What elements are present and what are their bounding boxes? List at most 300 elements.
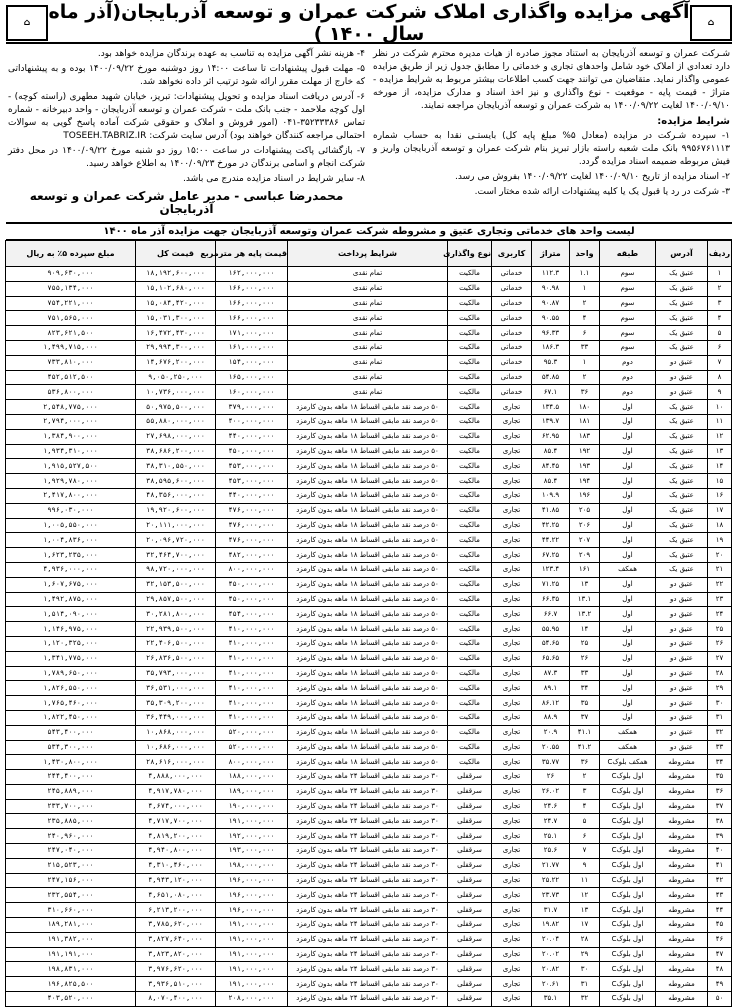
- cell-base-price-per-m2: ۱۹۶,۰۰۰,۰۰۰: [216, 888, 288, 903]
- cell-row-number: ۲۴: [708, 607, 732, 622]
- cell-usage: تجاری: [492, 710, 532, 725]
- cell-usage: تجاری: [492, 607, 532, 622]
- cell-transfer-type: مالکیت: [448, 577, 492, 592]
- cell-deposit: ۱,۵۱۴,۰۹۰,۰۰۰: [6, 607, 136, 622]
- cell-area: ۲۵.۱: [532, 829, 570, 844]
- cell-unit: ۲۰۹: [570, 548, 600, 563]
- table-row: [6, 947, 732, 962]
- table-row: [6, 385, 732, 400]
- cell-floor: اول بلوکC: [600, 799, 656, 814]
- cell-payment-terms: ۵۰ درصد نقد مابقی اقساط ۱۸ ماهه بدون کارمزد: [288, 666, 448, 681]
- cell-total-price: ۲۹,۹۹۴,۳۰۰,۰۰۰: [136, 340, 216, 355]
- cell-payment-terms: تمام نقدی: [288, 385, 448, 400]
- cell-row-number: ۲۶: [708, 636, 732, 651]
- table-row: [6, 592, 732, 607]
- cell-unit: ۳۶: [570, 755, 600, 770]
- cell-address: مشروطه: [656, 770, 708, 785]
- cell-base-price-per-m2: ۱۸۹,۰۰۰,۰۰۰: [216, 784, 288, 799]
- cell-area: ۷۱.۲۵: [532, 577, 570, 592]
- cell-usage: تجاری: [492, 770, 532, 785]
- cell-payment-terms: ۳۰ درصد نقد مابقی اقساط ۲۴ ماهه بدون کارمزد: [288, 947, 448, 962]
- header-transfer-type: نوع واگذاری: [448, 241, 492, 267]
- header-address: آدرس: [656, 241, 708, 267]
- cell-row-number: ۱۶: [708, 488, 732, 503]
- cell-usage: تجاری: [492, 518, 532, 533]
- cell-row-number: ۵۰: [708, 992, 732, 1007]
- cell-base-price-per-m2: ۵۲۰,۰۰۰,۰۰۰: [216, 740, 288, 755]
- cell-area: ۶۶.۳۵: [532, 592, 570, 607]
- cell-row-number: ۱۹: [708, 533, 732, 548]
- table-row: [6, 770, 732, 785]
- cell-unit: ۵: [570, 814, 600, 829]
- cell-floor: اول: [600, 681, 656, 696]
- cell-row-number: ۱۱: [708, 414, 732, 429]
- intro-section: [6, 44, 732, 224]
- cell-payment-terms: ۵۰ درصد نقد مابقی اقساط ۱۸ ماهه بدون کارمزد: [288, 548, 448, 563]
- cell-usage: تجاری: [492, 992, 532, 1007]
- cell-total-price: ۱۰,۸۶۸,۰۰۰,۰۰۰: [136, 725, 216, 740]
- cell-deposit: ۲۳۵,۸۸۵,۰۰۰: [6, 814, 136, 829]
- cell-payment-terms: ۵۰ درصد نقد مابقی اقساط ۱۸ ماهه بدون کارمزد: [288, 503, 448, 518]
- cell-unit: ۴۱.۱: [570, 725, 600, 740]
- cell-deposit: ۱,۳۸۴,۹۰۰,۰۰۰: [6, 429, 136, 444]
- cell-usage: خدماتی: [492, 281, 532, 296]
- cell-usage: تجاری: [492, 622, 532, 637]
- cell-area: ۴۴.۲۲: [532, 533, 570, 548]
- cell-base-price-per-m2: ۱۹۸,۰۰۰,۰۰۰: [216, 858, 288, 873]
- cell-area: ۱۲۳.۴: [532, 562, 570, 577]
- cell-address: عتیق دو: [656, 666, 708, 681]
- cell-address: مشروطه: [656, 888, 708, 903]
- cell-base-price-per-m2: ۱۶۲,۰۰۰,۰۰۰: [216, 267, 288, 282]
- table-row: [6, 577, 732, 592]
- cell-transfer-type: سرقفلی: [448, 932, 492, 947]
- cell-base-price-per-m2: ۱۷۱,۰۰۰,۰۰۰: [216, 326, 288, 341]
- cell-transfer-type: مالکیت: [448, 326, 492, 341]
- cell-base-price-per-m2: ۱۹۶,۰۰۰,۰۰۰: [216, 903, 288, 918]
- cell-unit: ۱: [570, 281, 600, 296]
- cell-usage: خدماتی: [492, 355, 532, 370]
- cell-payment-terms: ۳۰ درصد نقد مابقی اقساط ۲۴ ماهه بدون کارمزد: [288, 770, 448, 785]
- cell-address: مشروطه: [656, 873, 708, 888]
- cell-area: ۲۴.۶: [532, 799, 570, 814]
- header-base-price-per-m2: قیمت پایه هر مترمربع: [216, 241, 288, 267]
- cell-usage: تجاری: [492, 903, 532, 918]
- cell-total-price: ۴,۳۱۰,۴۶۰,۰۰۰: [136, 858, 216, 873]
- cell-row-number: ۱۸: [708, 518, 732, 533]
- cell-base-price-per-m2: ۴۰۰,۰۰۰,۰۰۰: [216, 414, 288, 429]
- cell-payment-terms: ۳۰ درصد نقد مابقی اقساط ۲۴ ماهه بدون کارمزد: [288, 962, 448, 977]
- cell-floor: اول: [600, 444, 656, 459]
- condition-item: ۳- شرکت در رد یا قبول یک یا کلیه پیشنهادات ارائه شده مختار است.: [474, 187, 730, 197]
- cell-deposit: ۱۹۶,۸۲۵,۵۰۰: [6, 977, 136, 992]
- cell-transfer-type: مالکیت: [448, 503, 492, 518]
- cell-floor: اول: [600, 651, 656, 666]
- cell-unit: ۱۴: [570, 622, 600, 637]
- cell-area: ۶۶.۷: [532, 607, 570, 622]
- cell-deposit: ۱,۹۲۹,۷۸۰,۰۰۰: [6, 474, 136, 489]
- cell-base-price-per-m2: ۱۶۶,۰۰۰,۰۰۰: [216, 281, 288, 296]
- cell-deposit: ۹۰۹,۶۳۰,۰۰۰: [6, 267, 136, 282]
- cell-transfer-type: مالکیت: [448, 370, 492, 385]
- table-row: [6, 400, 732, 415]
- cell-floor: اول: [600, 636, 656, 651]
- cell-payment-terms: ۳۰ درصد نقد مابقی اقساط ۲۴ ماهه بدون کارمزد: [288, 873, 448, 888]
- cell-payment-terms: ۳۰ درصد نقد مابقی اقساط ۲۴ ماهه بدون کارمزد: [288, 918, 448, 933]
- cell-base-price-per-m2: ۴۴۰,۰۰۰,۰۰۰: [216, 488, 288, 503]
- cell-payment-terms: ۳۰ درصد نقد مابقی اقساط ۲۴ ماهه بدون کارمزد: [288, 992, 448, 1007]
- cell-address: عتیق دو: [656, 636, 708, 651]
- cell-base-price-per-m2: ۴۱۰,۰۰۰,۰۰۰: [216, 710, 288, 725]
- cell-floor: اول: [600, 518, 656, 533]
- cell-payment-terms: تمام نقدی: [288, 326, 448, 341]
- cell-base-price-per-m2: ۱۹۲,۰۰۰,۰۰۰: [216, 829, 288, 844]
- cell-deposit: ۱,۱۴۶,۹۷۵,۰۰۰: [6, 622, 136, 637]
- cell-payment-terms: ۳۰ درصد نقد مابقی اقساط ۲۴ ماهه بدون کارمزد: [288, 977, 448, 992]
- cell-unit: ۱۱: [570, 873, 600, 888]
- cell-floor: سوم: [600, 311, 656, 326]
- cell-base-price-per-m2: ۵۲۰,۰۰۰,۰۰۰: [216, 725, 288, 740]
- cell-payment-terms: ۵۰ درصد نقد مابقی اقساط ۱۸ ماهه بدون کارمزد: [288, 755, 448, 770]
- cell-transfer-type: مالکیت: [448, 429, 492, 444]
- table-row: [6, 962, 732, 977]
- cell-unit: ۲۰۶: [570, 518, 600, 533]
- cell-address: عتیق دو: [656, 725, 708, 740]
- table-row: [6, 696, 732, 711]
- cell-deposit: ۲۴۷,۰۴۰,۰۰۰: [6, 844, 136, 859]
- cell-row-number: ۳۰: [708, 696, 732, 711]
- cell-total-price: ۴,۶۷۴,۰۰۰,۰۰۰: [136, 799, 216, 814]
- cell-transfer-type: سرقفلی: [448, 829, 492, 844]
- cell-row-number: ۱۷: [708, 503, 732, 518]
- cell-total-price: ۴,۶۵۱,۰۸۰,۰۰۰: [136, 888, 216, 903]
- cell-deposit: ۲۴۷,۱۵۶,۰۰۰: [6, 873, 136, 888]
- cell-usage: تجاری: [492, 577, 532, 592]
- cell-floor: اول: [600, 622, 656, 637]
- cell-deposit: ۱,۶۰۷,۶۷۵,۰۰۰: [6, 577, 136, 592]
- cell-deposit: ۳۱۰,۶۶۰,۰۰۰: [6, 903, 136, 918]
- cell-unit: ۱۹۳: [570, 459, 600, 474]
- condition-item: ۴- هزینه نشر آگهی مزایده به تناسب به عهده برندگان مزایده خواهد بود.: [97, 49, 365, 59]
- cell-total-price: ۱۴,۶۷۶,۲۰۰,۰۰۰: [136, 355, 216, 370]
- cell-floor: اول بلوکC: [600, 829, 656, 844]
- cell-row-number: ۱: [708, 267, 732, 282]
- cell-transfer-type: سرقفلی: [448, 962, 492, 977]
- cell-deposit: ۱۹۱,۱۹۱,۰۰۰: [6, 947, 136, 962]
- cell-address: مشروطه: [656, 844, 708, 859]
- cell-floor: اول: [600, 548, 656, 563]
- table-row: [6, 281, 732, 296]
- cell-row-number: ۲۱: [708, 562, 732, 577]
- cell-usage: تجاری: [492, 562, 532, 577]
- table-row: [6, 459, 732, 474]
- page-title: آگهی مزایده واگذاری املاک شرکت عمران و توسعه آذربایجان(آذر ماه سال ۱۴۰۰ ): [48, 1, 690, 45]
- cell-area: ۸۴.۴۵: [532, 459, 570, 474]
- cell-total-price: ۳,۸۲۷,۶۴۰,۰۰۰: [136, 932, 216, 947]
- cell-usage: تجاری: [492, 488, 532, 503]
- cell-address: عتیق یک: [656, 340, 708, 355]
- cell-total-price: ۳,۹۳۶,۵۱۰,۰۰۰: [136, 977, 216, 992]
- cell-usage: خدماتی: [492, 340, 532, 355]
- cell-base-price-per-m2: ۱۹۶,۰۰۰,۰۰۰: [216, 873, 288, 888]
- cell-row-number: ۳: [708, 296, 732, 311]
- cell-payment-terms: ۵۰ درصد نقد مابقی اقساط ۱۸ ماهه بدون کارمزد: [288, 710, 448, 725]
- cell-address: مشروطه: [656, 962, 708, 977]
- cell-usage: خدماتی: [492, 370, 532, 385]
- cell-address: مشروطه: [656, 829, 708, 844]
- cell-row-number: ۳۵: [708, 770, 732, 785]
- cell-row-number: ۲۸: [708, 666, 732, 681]
- table-row: [6, 326, 732, 341]
- cell-floor: اول بلوکC: [600, 962, 656, 977]
- cell-total-price: ۴۸,۳۵۶,۰۰۰,۰۰۰: [136, 488, 216, 503]
- cell-deposit: ۲,۵۴۸,۷۷۵,۰۰۰: [6, 400, 136, 415]
- cell-unit: ۴: [570, 311, 600, 326]
- cell-floor: همکف: [600, 725, 656, 740]
- cell-unit: ۲۸: [570, 932, 600, 947]
- cell-floor: اول: [600, 710, 656, 725]
- cell-unit: ۱۳: [570, 577, 600, 592]
- cell-transfer-type: سرقفلی: [448, 784, 492, 799]
- cell-total-price: ۳۲,۱۵۳,۵۰۰,۰۰۰: [136, 577, 216, 592]
- cell-unit: ۳۰: [570, 962, 600, 977]
- cell-base-price-per-m2: ۱۸۸,۰۰۰,۰۰۰: [216, 770, 288, 785]
- cell-usage: تجاری: [492, 740, 532, 755]
- cell-payment-terms: ۳۰ درصد نقد مابقی اقساط ۲۴ ماهه بدون کارمزد: [288, 903, 448, 918]
- cell-transfer-type: سرقفلی: [448, 873, 492, 888]
- cell-deposit: ۵۳۴,۳۰۰,۰۰۰: [6, 740, 136, 755]
- cell-base-price-per-m2: ۱۶۶,۰۰۰,۰۰۰: [216, 296, 288, 311]
- cell-row-number: ۲۲: [708, 577, 732, 592]
- cell-row-number: ۹: [708, 385, 732, 400]
- cell-base-price-per-m2: ۱۹۱,۰۰۰,۰۰۰: [216, 947, 288, 962]
- cell-usage: تجاری: [492, 962, 532, 977]
- cell-unit: ۳۱: [570, 977, 600, 992]
- cell-row-number: ۳۴: [708, 755, 732, 770]
- cell-floor: سوم: [600, 281, 656, 296]
- cell-unit: ۱۹۶: [570, 488, 600, 503]
- cell-payment-terms: تمام نقدی: [288, 296, 448, 311]
- cell-area: ۲۰.۶۱: [532, 977, 570, 992]
- cell-row-number: ۳۶: [708, 784, 732, 799]
- cell-payment-terms: ۳۰ درصد نقد مابقی اقساط ۲۴ ماهه بدون کارمزد: [288, 829, 448, 844]
- cell-row-number: ۴۹: [708, 977, 732, 992]
- cell-row-number: ۲۵: [708, 622, 732, 637]
- cell-area: ۵۵.۹۵: [532, 622, 570, 637]
- cell-payment-terms: تمام نقدی: [288, 340, 448, 355]
- table-row: [6, 355, 732, 370]
- cell-total-price: ۹۸,۷۲۰,۰۰۰,۰۰۰: [136, 562, 216, 577]
- cell-floor: اول: [600, 488, 656, 503]
- cell-base-price-per-m2: ۱۹۱,۰۰۰,۰۰۰: [216, 918, 288, 933]
- condition-item: ۲- اسناد مزایده از تاریخ ۱۴۰۰/۰۹/۱۰ لغایت ۱۴۰۰/۰۹/۲۲ بفروش می رسد.: [454, 172, 730, 182]
- cell-base-price-per-m2: ۱۶۱,۰۰۰,۰۰۰: [216, 340, 288, 355]
- cell-payment-terms: ۵۰ درصد نقد مابقی اقساط ۱۸ ماهه بدون کارمزد: [288, 681, 448, 696]
- cell-transfer-type: مالکیت: [448, 607, 492, 622]
- header-total-price: قیمت کل: [136, 241, 216, 267]
- cell-deposit: ۷۵۵,۱۳۴,۰۰۰: [6, 281, 136, 296]
- cell-payment-terms: ۵۰ درصد نقد مابقی اقساط ۱۸ ماهه بدون کارمزد: [288, 400, 448, 415]
- cell-address: مشروطه: [656, 947, 708, 962]
- cell-deposit: ۲۴۴,۴۰۰,۰۰۰: [6, 770, 136, 785]
- table-row: [6, 607, 732, 622]
- cell-base-price-per-m2: ۱۶۵,۰۰۰,۰۰۰: [216, 370, 288, 385]
- cell-transfer-type: مالکیت: [448, 385, 492, 400]
- cell-base-price-per-m2: ۴۵۰,۰۰۰,۰۰۰: [216, 444, 288, 459]
- cell-address: عتیق یک: [656, 326, 708, 341]
- cell-row-number: ۳۱: [708, 710, 732, 725]
- cell-area: ۲۱.۷۷: [532, 858, 570, 873]
- cell-area: ۲۰.۰۲: [532, 947, 570, 962]
- cell-address: عتیق دو: [656, 710, 708, 725]
- cell-unit: ۲۶: [570, 651, 600, 666]
- cell-total-price: ۳۵,۳۰۹,۲۰۰,۰۰۰: [136, 696, 216, 711]
- cell-area: ۸۷.۳: [532, 666, 570, 681]
- cell-usage: خدماتی: [492, 385, 532, 400]
- cell-transfer-type: مالکیت: [448, 533, 492, 548]
- cell-unit: ۱۲: [570, 888, 600, 903]
- cell-row-number: ۳۳: [708, 740, 732, 755]
- cell-deposit: ۹۹۶,۰۳۰,۰۰۰: [6, 503, 136, 518]
- cell-unit: ۳۲: [570, 992, 600, 1007]
- table-body: [6, 267, 732, 1007]
- cell-deposit: ۷۵۴,۲۲۱,۰۰۰: [6, 296, 136, 311]
- cell-area: ۳۵.۱: [532, 992, 570, 1007]
- cell-floor: اول: [600, 474, 656, 489]
- cell-area: ۲۴.۷: [532, 814, 570, 829]
- cell-address: عتیق دو: [656, 385, 708, 400]
- cell-unit: ۳۳: [570, 340, 600, 355]
- table-row: [6, 799, 732, 814]
- table-row: [6, 533, 732, 548]
- cell-usage: تجاری: [492, 651, 532, 666]
- cell-usage: تجاری: [492, 725, 532, 740]
- cell-deposit: ۴۰۳,۵۲۰,۰۰۰: [6, 992, 136, 1007]
- cell-base-price-per-m2: ۴۵۳,۰۰۰,۰۰۰: [216, 459, 288, 474]
- cell-deposit: ۲,۴۱۷,۸۰۰,۰۰۰: [6, 488, 136, 503]
- cell-area: ۵۴.۸۵: [532, 370, 570, 385]
- header-row-number: ردیف: [708, 241, 732, 267]
- cell-address: مشروطه: [656, 932, 708, 947]
- table-row: [6, 488, 732, 503]
- cell-area: ۹۰.۸۷: [532, 296, 570, 311]
- cell-unit: ۱۳: [570, 903, 600, 918]
- cell-transfer-type: سرقفلی: [448, 844, 492, 859]
- header-unit: واحد: [570, 241, 600, 267]
- cell-transfer-type: سرقفلی: [448, 977, 492, 992]
- cell-floor: اول: [600, 503, 656, 518]
- table-row: [6, 444, 732, 459]
- cell-address: عتیق یک: [656, 488, 708, 503]
- cell-unit: ۴۱.۲: [570, 740, 600, 755]
- cell-floor: اول: [600, 666, 656, 681]
- cell-unit: ۲۵: [570, 636, 600, 651]
- cell-address: عتیق دو: [656, 681, 708, 696]
- cell-area: ۲۰.۵۵: [532, 740, 570, 755]
- condition-item: ۸- سایر شرایط در اسناد مزایده مندرج می باشد.: [183, 174, 365, 184]
- cell-usage: تجاری: [492, 400, 532, 415]
- cell-usage: تجاری: [492, 444, 532, 459]
- cell-base-price-per-m2: ۸۰۰,۰۰۰,۰۰۰: [216, 755, 288, 770]
- cell-address: عتیق یک: [656, 281, 708, 296]
- cell-row-number: ۳۷: [708, 799, 732, 814]
- cell-usage: تجاری: [492, 858, 532, 873]
- table-row: [6, 296, 732, 311]
- cell-deposit: ۱,۴۳۰,۸۰۰,۰۰۰: [6, 755, 136, 770]
- cell-deposit: ۱,۰۰۴,۸۳۶,۰۰۰: [6, 533, 136, 548]
- cell-address: مشروطه: [656, 918, 708, 933]
- cell-deposit: ۲۳۲,۵۵۴,۰۰۰: [6, 888, 136, 903]
- notice-header: [6, 1, 732, 45]
- cell-deposit: ۷۵۱,۵۶۵,۰۰۰: [6, 311, 136, 326]
- cell-base-price-per-m2: ۴۵۰,۰۰۰,۰۰۰: [216, 577, 288, 592]
- cell-row-number: ۱۳: [708, 444, 732, 459]
- cell-total-price: ۳۸,۳۱۰,۵۵۰,۰۰۰: [136, 459, 216, 474]
- cell-row-number: ۲۹: [708, 681, 732, 696]
- cell-usage: خدماتی: [492, 311, 532, 326]
- cell-usage: تجاری: [492, 636, 532, 651]
- cell-transfer-type: مالکیت: [448, 296, 492, 311]
- cell-payment-terms: ۵۰ درصد نقد مابقی اقساط ۱۸ ماهه بدون کارمزد: [288, 459, 448, 474]
- cell-unit: ۱۸۰: [570, 400, 600, 415]
- cell-usage: تجاری: [492, 459, 532, 474]
- cell-total-price: ۳۸,۵۹۵,۶۰۰,۰۰۰: [136, 474, 216, 489]
- cell-unit: ۱۸۳: [570, 429, 600, 444]
- cell-payment-terms: ۳۰ درصد نقد مابقی اقساط ۲۴ ماهه بدون کارمزد: [288, 844, 448, 859]
- table-row: [6, 903, 732, 918]
- table-row: [6, 414, 732, 429]
- cell-row-number: ۴۴: [708, 903, 732, 918]
- table-row: [6, 932, 732, 947]
- cell-area: ۲۳.۷۳: [532, 888, 570, 903]
- cell-area: ۶۲.۹۵: [532, 429, 570, 444]
- company-logo-right: ⌂: [690, 5, 732, 41]
- cell-area: ۲۵.۲۲: [532, 873, 570, 888]
- cell-address: مشروطه: [656, 977, 708, 992]
- cell-payment-terms: ۵۰ درصد نقد مابقی اقساط ۱۸ ماهه بدون کارمزد: [288, 607, 448, 622]
- table-row: [6, 636, 732, 651]
- cell-row-number: ۱۵: [708, 474, 732, 489]
- cell-deposit: ۱,۹۱۵,۵۲۷,۵۰۰: [6, 459, 136, 474]
- cell-transfer-type: مالکیت: [448, 518, 492, 533]
- cell-deposit: ۱,۶۲۳,۲۳۵,۰۰۰: [6, 548, 136, 563]
- cell-payment-terms: ۳۰ درصد نقد مابقی اقساط ۲۴ ماهه بدون کارمزد: [288, 799, 448, 814]
- cell-address: عتیق یک: [656, 414, 708, 429]
- cell-usage: خدماتی: [492, 326, 532, 341]
- cell-usage: تجاری: [492, 888, 532, 903]
- cell-floor: اول بلوکC: [600, 784, 656, 799]
- cell-floor: سوم: [600, 296, 656, 311]
- cell-transfer-type: سرقفلی: [448, 858, 492, 873]
- cell-address: عتیق دو: [656, 370, 708, 385]
- cell-deposit: ۱,۹۳۴,۳۱۰,۰۰۰: [6, 444, 136, 459]
- cell-usage: تجاری: [492, 755, 532, 770]
- cell-area: ۲۶.۰۲: [532, 784, 570, 799]
- cell-base-price-per-m2: ۱۹۱,۰۰۰,۰۰۰: [216, 977, 288, 992]
- header-deposit: مبلغ سپرده ۵٪ به ریال: [6, 241, 136, 267]
- cell-address: مشروطه: [656, 814, 708, 829]
- cell-row-number: ۴: [708, 311, 732, 326]
- cell-base-price-per-m2: ۱۵۴,۰۰۰,۰۰۰: [216, 355, 288, 370]
- condition-item: ۶- آدرس دریافت اسناد مزایده و تحویل پیشنهادات: تبریز، خیابان شهید مطهری (راسته کوچه) - اول کوچه ملاحمد - جنب بانک ملت - شرکت عمران و توسعه آذربایجان - واحد دبیرخانه - شماره تماس ۳۵۲۳۳۳۸۶-۰۴۱ (امور فروش و املاک و حقوقی شرکت آماده پاسخ گویی به سوالات احتمالی مراجعه کنندگان خواهند بود) آدرس سایت شرکت: TOSEEH.TABRIZ.IR: [8, 92, 365, 141]
- cell-total-price: ۴,۸۸۸,۰۰۰,۰۰۰: [136, 770, 216, 785]
- cell-transfer-type: مالکیت: [448, 755, 492, 770]
- cell-usage: تجاری: [492, 799, 532, 814]
- cell-unit: ۱.۱: [570, 267, 600, 282]
- cell-deposit: ۵۳۶,۸۰۰,۰۰۰: [6, 385, 136, 400]
- cell-transfer-type: مالکیت: [448, 592, 492, 607]
- cell-total-price: ۵۰,۹۷۵,۵۰۰,۰۰۰: [136, 400, 216, 415]
